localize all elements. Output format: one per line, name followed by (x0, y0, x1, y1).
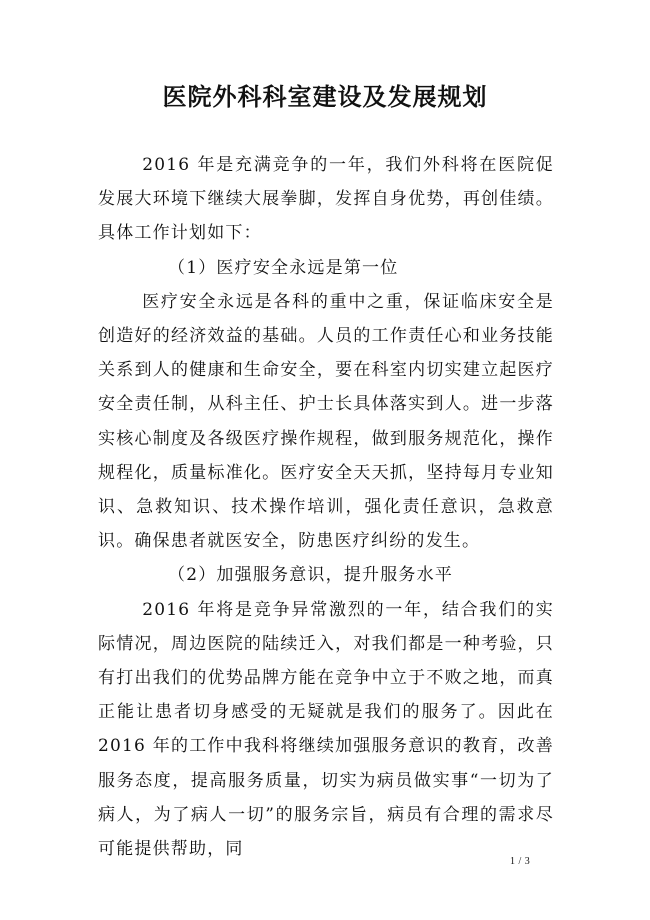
document-body (98, 148, 554, 866)
section-1-paragraph: 医疗安全永远是各科的重中之重，保证临床安全是创造好的经济效益的基础。人员的工作责任心和业务技能关系到人的健康和生命安全，要在科室内切实建立起医疗安全责任制，从科主任、护士长具体落实到人。进一步落实核心制度及各级医疗操作规程，做到服务规范化，操作规程化，质量标准化。医疗安全天天抓，坚持每月专业知识、急救知识、技术操作培训，强化责任意识，急救意识。确保患者就医安全，防患医疗纠纷的发生。 (98, 291, 554, 552)
intro-paragraph: 2016 年是充满竞争的一年，我们外科将在医院促发展大环境下继续大展拳脚，发挥自身优势，再创佳绩。具体工作计划如下： (98, 155, 554, 244)
section-heading-1: （1）医疗安全永远是第一位 (168, 257, 399, 278)
document-title: 医院外科科室建设及发展规划 (162, 82, 488, 111)
page-number: 1 / 3 (510, 856, 531, 867)
section-heading-2: （2）加强服务意识，提升服务水平 (168, 565, 454, 586)
section-2-paragraph: 2016 年将是竞争异常激烈的一年，结合我们的实际情况，周边医院的陆续迁入，对我们都是一种考验，只有打出我们的优势品牌方能在竞争中立于不败之地，而真正能让患者切身感受的无疑就是我们的服务了。因此在 2016 年的工作中我科将继续加强服务意识的教育，改善服务态度，提高服务质量，切实为病员做实事“一切为了病人，为了病人一切”的服务宗旨，病员有合理的需求尽可能提供帮助，同 (98, 599, 554, 860)
